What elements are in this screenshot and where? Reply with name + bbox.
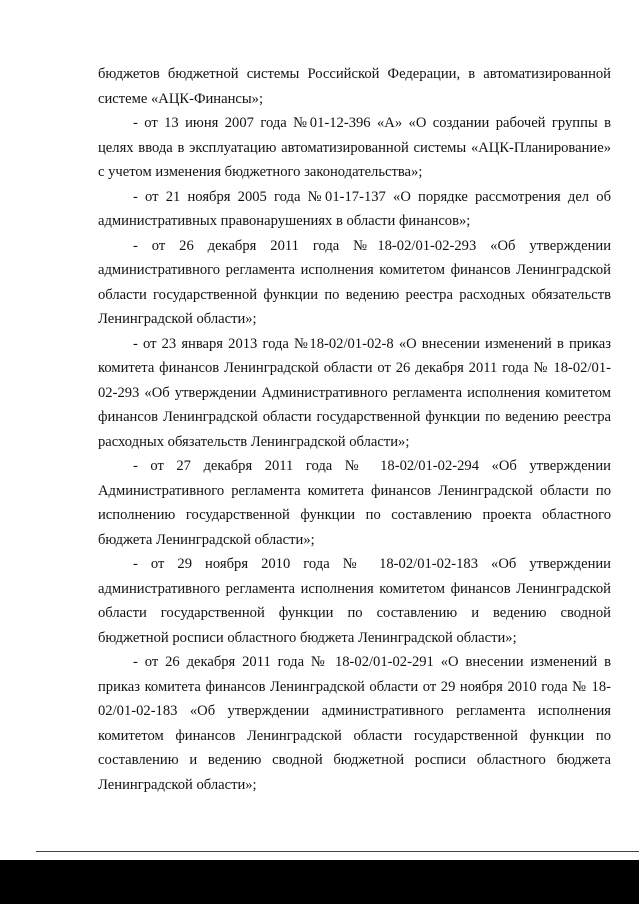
paragraph-4: - от 26 декабря 2011 года №18-02/01-02-293 «Об утверждении административного регламента исполнения комитетом финансов Ленинградской области государственной функции по ведению реестра расходных обязательств Ленинградской области»; bbox=[98, 237, 611, 327]
paragraph-3: - от 21 ноября 2005 года №01-17-137 «О порядке рассмотрения дел об административных правонарушениях в области финансов»; bbox=[98, 188, 611, 229]
paragraph-1: бюджетов бюджетной системы Российской Федерации, в автоматизированной системе «АЦК-Финансы»; bbox=[98, 66, 611, 107]
paragraph-6: - от 27 декабря 2011 года № 18-02/01-02-294 «Об утверждении Административного регламента комитета финансов Ленинградской области по исполнению государственной функции по составлению проекта областного бюджета Ленинградской области»; bbox=[98, 458, 611, 548]
paragraph-8: - от 26 декабря 2011 года № 18-02/01-02-291 «О внесении изменений в приказ комитета финансов Ленинградской области от 29 ноября 2010 года № 18-02/01-02-183 «Об утверждении административного регламента исполнения комитетом финансов Ленинградской области государственной функции по составлению и ведению сводной бюджетной росписи областного бюджета Ленинградской области»; bbox=[98, 654, 611, 793]
document-body bbox=[98, 62, 611, 797]
paragraph-7: - от 29 ноября 2010 года № 18-02/01-02-183 «Об утверждении административного регламента исполнения комитетом финансов Ленинградской области государственной функции по составлению и ведению сводной бюджетной росписи областного бюджета Ленинградской области»; bbox=[98, 556, 611, 646]
paragraph-5: - от 23 января 2013 года №18-02/01-02-8 «О внесении изменений в приказ комитета финансов Ленинградской области от 26 декабря 2011 года № 18-02/01-02-293 «Об утверждении Административного регламента исполнения комитетом финансов Ленинградской области государственной функции по ведению реестра расходных обязательств Ленинградской области»; bbox=[98, 335, 611, 450]
scan-bottom-border bbox=[0, 860, 639, 904]
paragraph-2: - от 13 июня 2007 года №01-12-396 «А» «О создании рабочей группы в целях ввода в эксплуатацию автоматизированной системы «АЦК-Планирование» с учетом изменения бюджетного законодательства»; bbox=[98, 115, 611, 180]
scan-edge-rule bbox=[36, 851, 639, 852]
